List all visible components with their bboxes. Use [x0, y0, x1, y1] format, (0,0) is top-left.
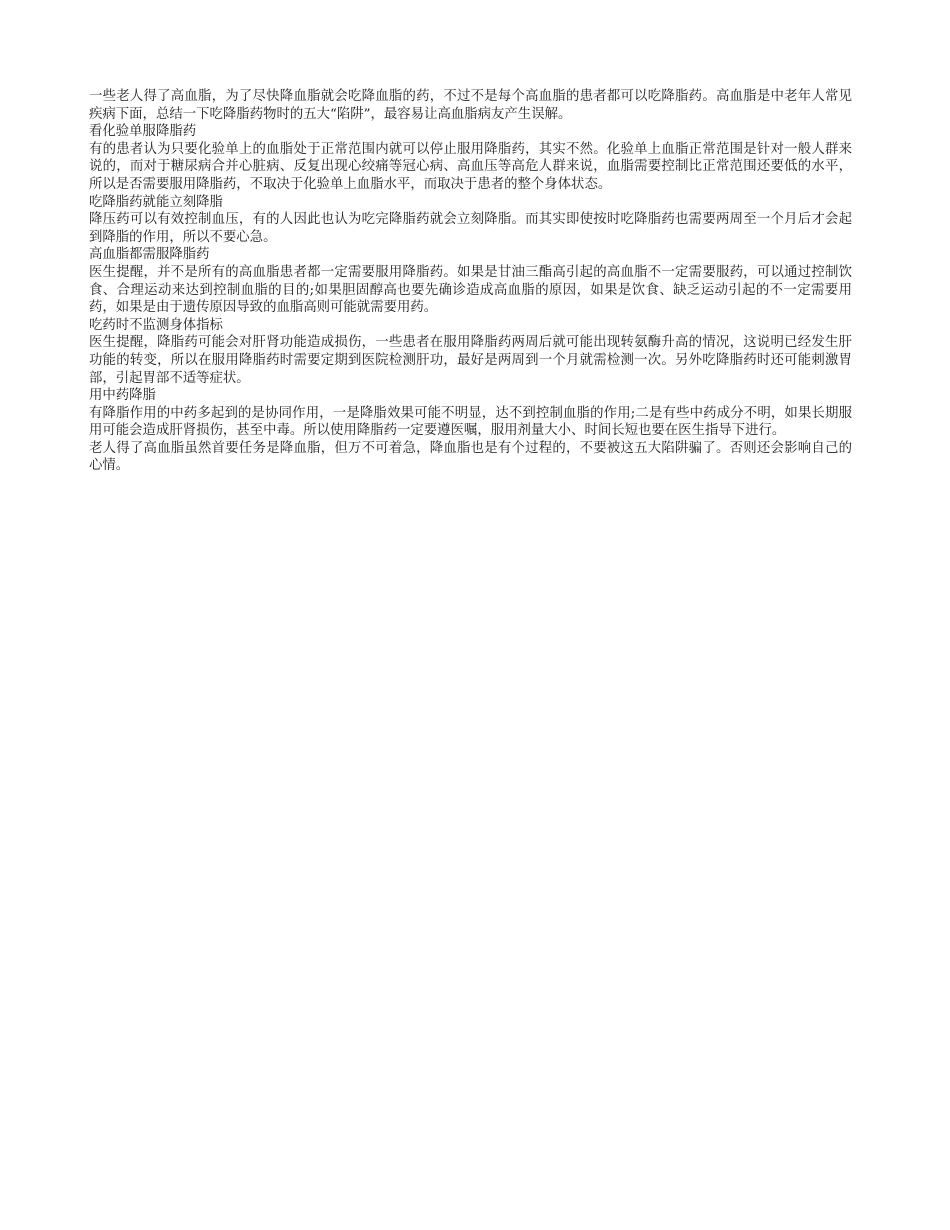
section-body-immediate-effect: 降压药可以有效控制血压，有的人因此也认为吃完降脂药就会立刻降脂。而其实即使按时吃降脂药也需要两周至一个月后才会起到降脂的作用，所以不要心急。	[89, 212, 852, 245]
section-body-all-need-medicine: 医生提醒，并不是所有的高血脂患者都一定需要服用降脂药。如果是甘油三酯高引起的高血脂不一定需要服药，可以通过控制饮食、合理运动来达到控制血脂的目的;如果胆固醇高也要先确诊造成高血脂的原因，如果是饮食、缺乏运动引起的不一定需要用药，如果是由于遗传原因导致的血脂高则可能就需要用药。	[89, 264, 852, 316]
section-heading-lab-report: 看化验单服降脂药	[89, 124, 197, 140]
section-heading-chinese-medicine: 用中药降脂	[89, 388, 156, 404]
section-heading-all-need-medicine: 高血脂都需服降脂药	[89, 247, 210, 263]
section-heading-no-monitoring: 吃药时不监测身体指标	[89, 317, 223, 333]
section-body-no-monitoring: 医生提醒，降脂药可能会对肝肾功能造成损伤，一些患者在服用降脂药两周后就可能出现转氨酶升高的情况，这说明已经发生肝功能的转变，所以在服用降脂药时需要定期到医院检测肝功，最好是两周到一个月就需检测一次。另外吃降脂药时还可能刺激胃部，引起胃部不适等症状。	[89, 335, 852, 386]
section-body-lab-report: 有的患者认为只要化验单上的血脂处于正常范围内就可以停止服用降脂药，其实不然。化验单上血脂正常范围是针对一般人群来说的，而对于糖尿病合并心脏病、反复出现心绞痛等冠心病、高血压等高危人群来说，血脂需要控制比正常范围还要低的水平，所以是否需要服用降脂药，不取决于化验单上血脂水平，而取决于患者的整个身体状态。	[89, 141, 852, 192]
article-page	[89, 88, 852, 475]
section-heading-immediate-effect: 吃降脂药就能立刻降脂	[89, 194, 223, 210]
conclusion-paragraph: 老人得了高血脂虽然首要任务是降血脂，但万不可着急，降血脂也是有个过程的，不要被这五大陷阱骗了。否则还会影响自己的心情。	[89, 440, 852, 474]
section-body-chinese-medicine: 有降脂作用的中药多起到的是协同作用，一是降脂效果可能不明显，达不到控制血脂的作用;二是有些中药成分不明，如果长期服用可能会造成肝肾损伤，甚至中毒。所以使用降脂药一定要遵医嘱，服用剂量大小、时间长短也要在医生指导下进行。	[89, 405, 852, 439]
intro-paragraph: 一些老人得了高血脂，为了尽快降血脂就会吃降血脂的药，不过不是每个高血脂的患者都可以吃降脂药。高血脂是中老年人常见疾病下面，总结一下吃降脂药物时的五大“陷阱”，最容易让高血脂病友产生误解。	[89, 89, 852, 122]
